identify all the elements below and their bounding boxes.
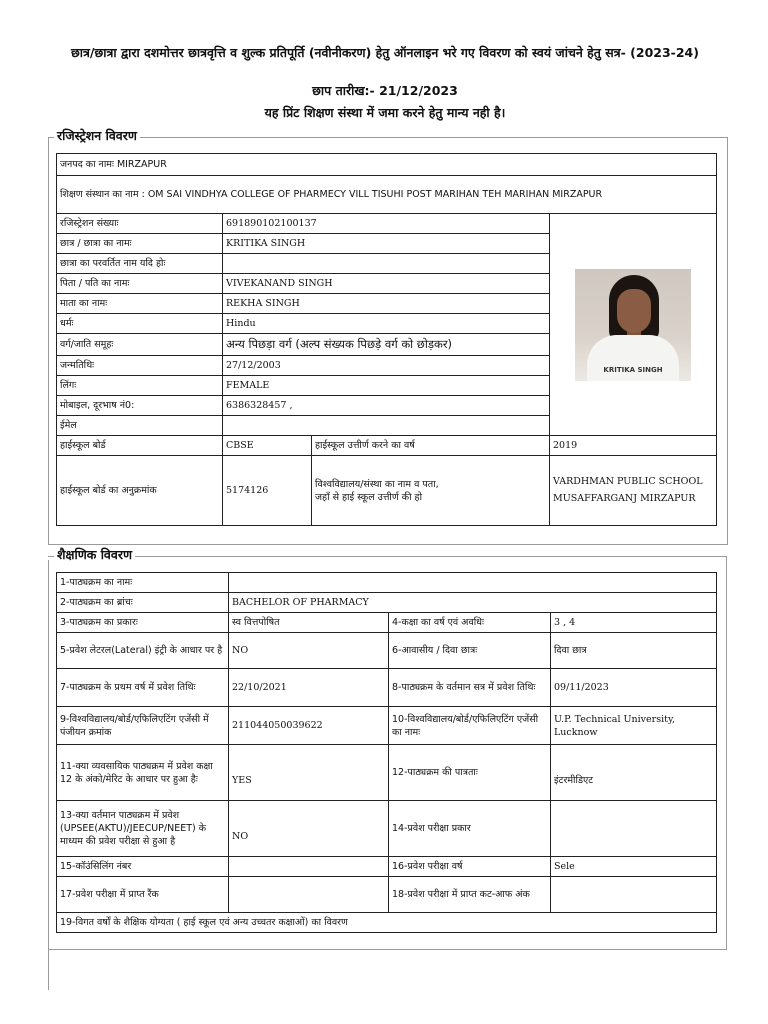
institution-row	[57, 176, 717, 214]
category: अन्य पिछड़ा वर्ग (अल्प संख्यक पिछड़े वर्ग को छोड़कर)	[223, 334, 550, 356]
gender: FEMALE	[223, 376, 550, 396]
counselling-number	[229, 857, 389, 877]
c9-label: 9-विश्वविद्यालय/बोर्ड/एफिलिएटिंग एजेंसी में पंजीयन क्रमांक	[57, 707, 229, 745]
district-value: MIRZAPUR	[116, 159, 167, 170]
c4-label: 4-कक्षा का वर्ष एवं अवधिः	[389, 613, 551, 633]
class-year-duration: 3 , 4	[551, 613, 717, 633]
reg-label-9: मोबाइल, दूरभाष नं0:	[57, 396, 223, 416]
c17-label: 17-प्रवेश परीक्षा में प्राप्त रैंक	[57, 877, 229, 913]
academic-table	[56, 572, 717, 933]
course-type: स्व वित्तपोषित	[229, 613, 389, 633]
reg-label-8: लिंगः	[57, 376, 223, 396]
print-notice: यह प्रिंट शिक्षण संस्था में जमा करने हेतु मान्य नही है।	[264, 105, 506, 120]
c2-label: 2-पाठ्यक्रम का ब्रांचः	[57, 593, 229, 613]
current-session-admission-date: 09/11/2023	[551, 669, 717, 707]
religion: Hindu	[223, 314, 550, 334]
c11-label: 11-क्या व्यवसायिक पाठ्यक्रम में प्रवेश कक्षा 12 के अंको/मेरिट के आधार पर हुआ हैः	[57, 745, 229, 801]
hs-year: 2019	[550, 436, 717, 456]
district-row	[57, 154, 717, 176]
c12-label: 12-पाठ्यक्रम की पात्रताः	[389, 745, 551, 801]
hs-school: VARDHMAN PUBLIC SCHOOL MUSAFFARGANJ MIRZAPUR	[550, 456, 717, 526]
hs-school-label	[312, 456, 550, 526]
registration-legend: रजिस्ट्रेशन विवरण	[54, 128, 140, 144]
mother-name: REKHA SINGH	[223, 294, 550, 314]
first-year-admission-date: 22/10/2021	[229, 669, 389, 707]
photo-cell	[550, 214, 717, 436]
c19-label: 19-विगत वर्षों के शैक्षिक योग्यता ( हाई स्कूल एवं अन्य उच्चतर कक्षाओं) का विवरण	[57, 913, 717, 933]
reg-label-0: रजिस्ट्रेशन संख्याः	[57, 214, 223, 234]
entrance-cutoff	[551, 877, 717, 913]
mobile-number: 6386328457 ,	[223, 396, 550, 416]
father-name: VIVEKANAND SINGH	[223, 274, 550, 294]
section-left-rule	[48, 560, 49, 990]
institution-label: शिक्षण संस्थान का नाम :	[60, 189, 145, 200]
registration-number: 691890102100137	[223, 214, 550, 234]
hs-board-label: हाईस्कूल बोर्ड	[57, 436, 223, 456]
c3-label: 3-पाठ्यक्रम का प्रकारः	[57, 613, 229, 633]
c6-label: 6-आवासीय / दिवा छात्रः	[389, 633, 551, 669]
c16-label: 16-प्रवेश परीक्षा वर्ष	[389, 857, 551, 877]
institution-value: OM SAI VINDHYA COLLEGE OF PHARMECY VILL TISUHI POST MARIHAN TEH MARIHAN MIRZAPUR	[147, 189, 603, 200]
c8-label: 8-पाठ्यक्रम के वर्तमान सत्र में प्रवेश तिथिः	[389, 669, 551, 707]
c10-label: 10-विश्वविद्यालय/बोर्ड/एफिलिएटिंग एजेंसी का नामः	[389, 707, 551, 745]
reg-label-7: जन्मतिथिः	[57, 356, 223, 376]
changed-name	[223, 254, 550, 274]
c13-label: 13-क्या वर्तमान पाठ्यक्रम में प्रवेश (UPSEE(AKTU)/JEECUP/NEET) के माध्यम की प्रवेश परीक्षा से हुआ है	[57, 801, 229, 857]
lateral-entry: NO	[229, 633, 389, 669]
c7-label: 7-पाठ्यक्रम के प्रथम वर्ष में प्रवेश तिथिः	[57, 669, 229, 707]
date-of-birth: 27/12/2003	[223, 356, 550, 376]
reg-label-6: वर्ग/जाति समूहः	[57, 334, 223, 356]
student-name: KRITIKA SINGH	[223, 234, 550, 254]
hs-year-label: हाईस्कूल उत्तीर्ण करने का वर्ष	[312, 436, 550, 456]
entrance-rank	[229, 877, 389, 913]
entrance-exam-year: Sele	[551, 857, 717, 877]
form-title: छात्र/छात्रा द्वारा दशमोत्तर छात्रवृत्ति व शुल्क प्रतिपूर्ति (नवीनीकरण) हेतु ऑनलाइन भरे गए विवरण को स्वयं जांचने हेतु सत्र- (2023-24)	[71, 45, 699, 60]
hs-school-label-line2: जहाँ से हाई स्कूल उत्तीर्ण की हो	[315, 491, 423, 503]
district-label: जनपद का नामः	[60, 159, 114, 170]
entrance-exam-type	[551, 801, 717, 857]
photo-caption: KRITIKA SINGH	[603, 365, 663, 374]
registration-table	[56, 153, 717, 526]
reg-label-10: ईमेल	[57, 416, 223, 436]
reg-label-5: धर्मः	[57, 314, 223, 334]
hs-roll: 5174126	[223, 456, 312, 526]
university-name: U.P. Technical University, Lucknow	[551, 707, 717, 745]
entrance-exam-admission: NO	[229, 801, 389, 857]
course-eligibility: इंटरमीडिएट	[551, 745, 717, 801]
reg-label-2: छात्रा का परवर्तित नाम यदि होः	[57, 254, 223, 274]
c18-label: 18-प्रवेश परीक्षा में प्राप्त कट-आफ अंक	[389, 877, 551, 913]
c5-label: 5-प्रवेश लेटरल(Lateral) इंट्री के आधार पर है	[57, 633, 229, 669]
hs-roll-label: हाईस्कूल बोर्ड का अनुक्रमांक	[57, 456, 223, 526]
c14-label: 14-प्रवेश परीक्षा प्रकार	[389, 801, 551, 857]
reg-label-4: माता का नामः	[57, 294, 223, 314]
c1-label: 1-पाठ्यक्रम का नामः	[57, 573, 229, 593]
hs-board: CBSE	[223, 436, 312, 456]
residential-status: दिवा छात्र	[551, 633, 717, 669]
reg-label-3: पिता / पति का नामः	[57, 274, 223, 294]
email	[223, 416, 550, 436]
print-date: छाप तारीख:- 21/12/2023	[312, 83, 458, 98]
hs-school-label-line1: विश्वविद्यालय/संस्था का नाम व पता,	[315, 478, 439, 490]
course-name	[229, 573, 717, 593]
c15-label: 15-कॉउंसिलिंग नंबर	[57, 857, 229, 877]
course-branch: BACHELOR OF PHARMACY	[229, 593, 717, 613]
university-registration-number: 211044050039622	[229, 707, 389, 745]
student-photo	[575, 269, 691, 381]
merit-based-admission: YES	[229, 745, 389, 801]
reg-label-1: छात्र / छात्रा का नामः	[57, 234, 223, 254]
academic-legend: शैक्षणिक विवरण	[54, 547, 135, 563]
